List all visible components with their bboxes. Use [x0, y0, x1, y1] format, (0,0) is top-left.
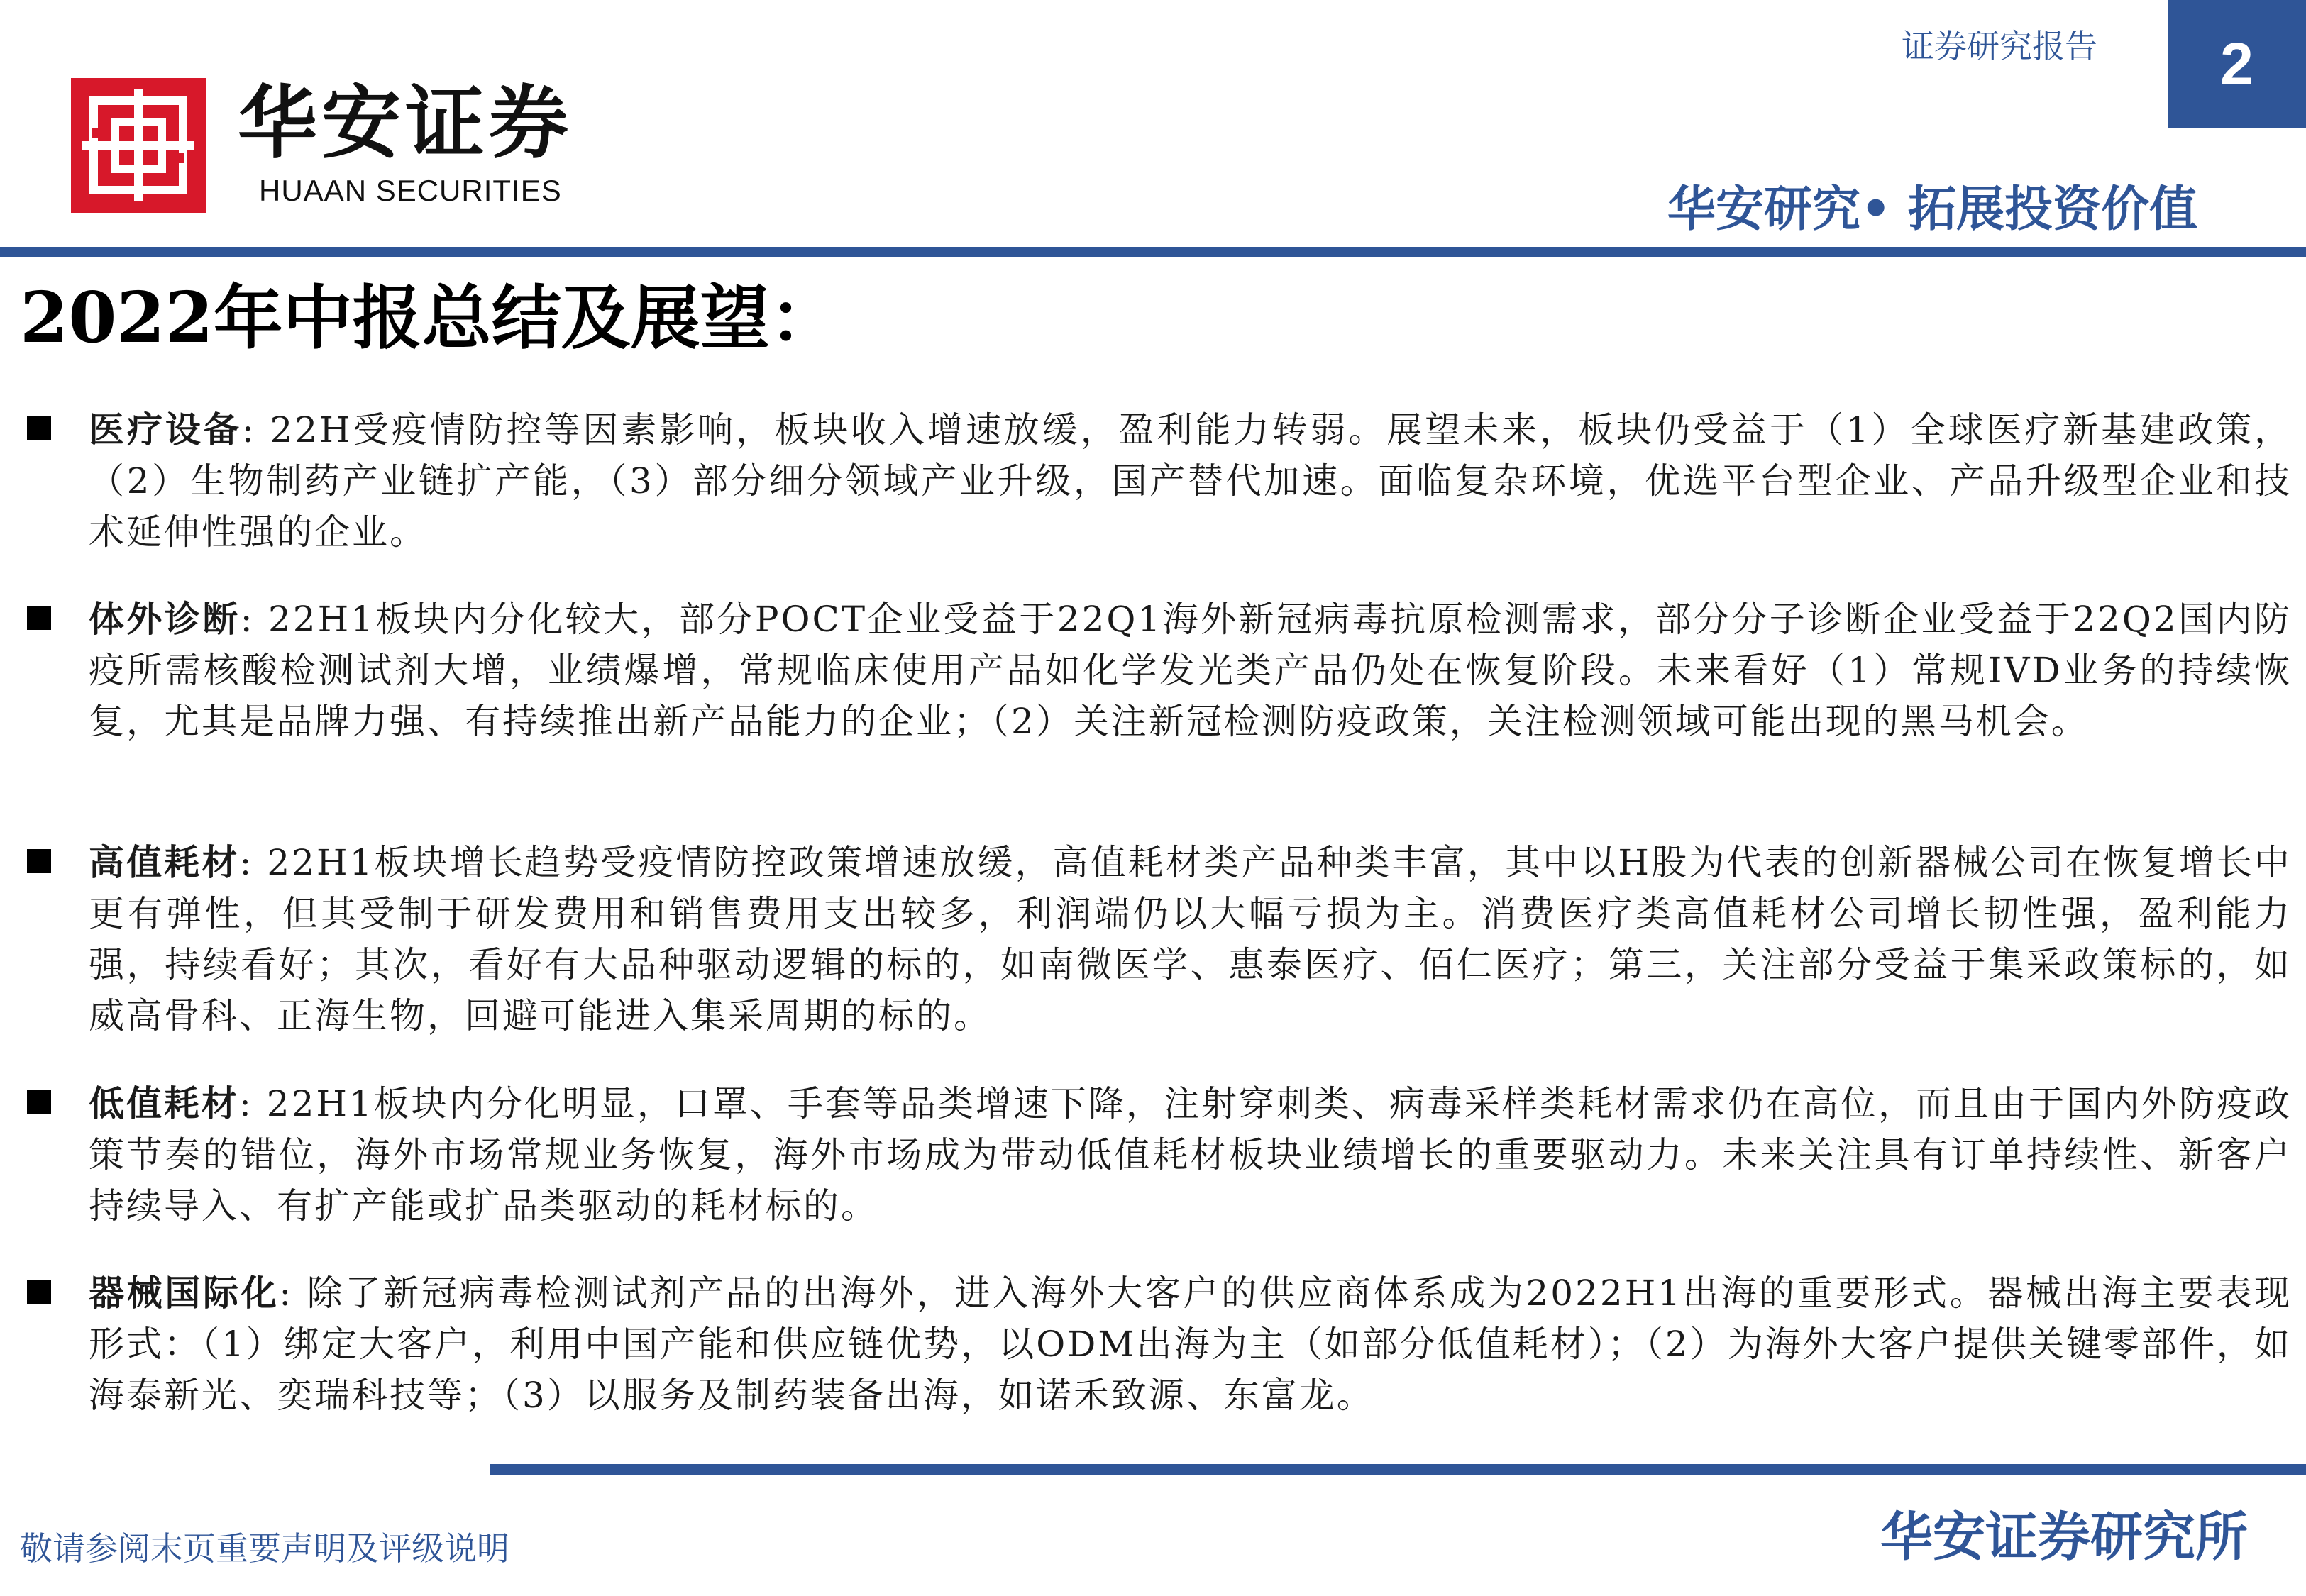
section-body: [89, 837, 2292, 1041]
bullet-square-icon: [27, 849, 51, 873]
footer-org-name: 华安证券研究所: [1880, 1507, 2248, 1568]
page-number: 2: [2220, 30, 2253, 97]
section-label: 体外诊断: [89, 598, 241, 640]
bullet-square-icon: [27, 1090, 51, 1114]
section-text: : 除了新冠病毒检测试剂产品的出海外，进入海外大客户的供应商体系成为2022H1出海的重要形式。器械出海主要表现形式：（1）绑定大客户，利用中国产能和供应链优势，以ODM出海为主（如部分低值耗材）；（2）为海外大客户提供关键零部件，如海泰新光、奕瑞科技等；（3）以服务及制药装备出海，如诺禾致源、东富龙。: [89, 1273, 2292, 1416]
report-type-label: 证券研究报告: [1902, 27, 2097, 65]
section-body: [89, 1078, 2292, 1231]
header-slogan: 华安研究• 拓展投资价值: [1667, 182, 2198, 238]
section-body: [89, 1268, 2292, 1421]
section-body: [89, 594, 2292, 747]
footer-disclaimer: 敬请参阅末页重要声明及评级说明: [20, 1529, 509, 1568]
section-label: 低值耗材: [89, 1082, 240, 1124]
section-text: : 22H1板块增长趋势受疫情防控政策增速放缓，高值耗材类产品种类丰富，其中以H股为代表的创新器械公司在恢复增长中更有弹性，但其受制于研发费用和销售费用支出较多，利润端仍以大幅亏损为主。消费医疗类高值耗材公司增长韧性强，盈利能力强，持续看好；其次，看好有大品种驱动逻辑的标的，如南微医学、惠泰医疗、佰仁医疗；第三，关注部分受益于集采政策标的，如威高骨科、正海生物，回避可能进入集采周期的标的。: [89, 842, 2293, 1036]
page-number-badge: [2168, 0, 2306, 128]
brand-name-cn: 华安证券: [238, 77, 573, 170]
section-text: : 22H1板块内分化明显，口罩、手套等品类增速下降，注射穿刺类、病毒采样类耗材需求仍在高位，而且由于国内外防疫政策节奏的错位，海外市场常规业务恢复，海外市场成为带动低值耗材板块业绩增长的重要驱动力。未来关注具有订单持续性、新客户持续导入、有扩产能或扩品类驱动的耗材标的。: [89, 1083, 2292, 1226]
bullet-square-icon: [27, 416, 51, 440]
header-divider: [0, 247, 2306, 257]
bullet-square-icon: [27, 1280, 51, 1304]
page-title: 2022年中报总结及展望：: [20, 277, 839, 359]
bullet-square-icon: [27, 606, 51, 630]
section-text: : 22H受疫情防控等因素影响，板块收入增速放缓，盈利能力转弱。展望未来，板块仍受益于（1）全球医疗新基建政策，（2）生物制药产业链扩产能，（3）部分细分领域产业升级，国产替代加速。面临复杂环境，优选平台型企业、产品升级型企业和技术延伸性强的企业。: [89, 409, 2293, 553]
brand-name-en: HUAAN SECURITIES: [259, 174, 562, 207]
section-label: 器械国际化: [89, 1272, 280, 1314]
huaan-logo-icon: [71, 78, 206, 213]
footer-divider: [490, 1464, 2306, 1475]
section-label: 医疗设备: [89, 409, 242, 450]
section-text: : 22H1板块内分化较大，部分POCT企业受益于22Q1海外新冠病毒抗原检测需求，部分分子诊断企业受益于22Q2国内防疫所需核酸检测试剂大增，业绩爆增，常规临床使用产品如化学发光类产品仍处在恢复阶段。未来看好（1）常规IVD业务的持续恢复，尤其是品牌力强、有持续推出新产品能力的企业；（2）关注新冠检测防疫政策，关注检测领域可能出现的黑马机会。: [89, 599, 2293, 742]
section-label: 高值耗材: [89, 841, 240, 883]
section-body: [89, 404, 2292, 558]
